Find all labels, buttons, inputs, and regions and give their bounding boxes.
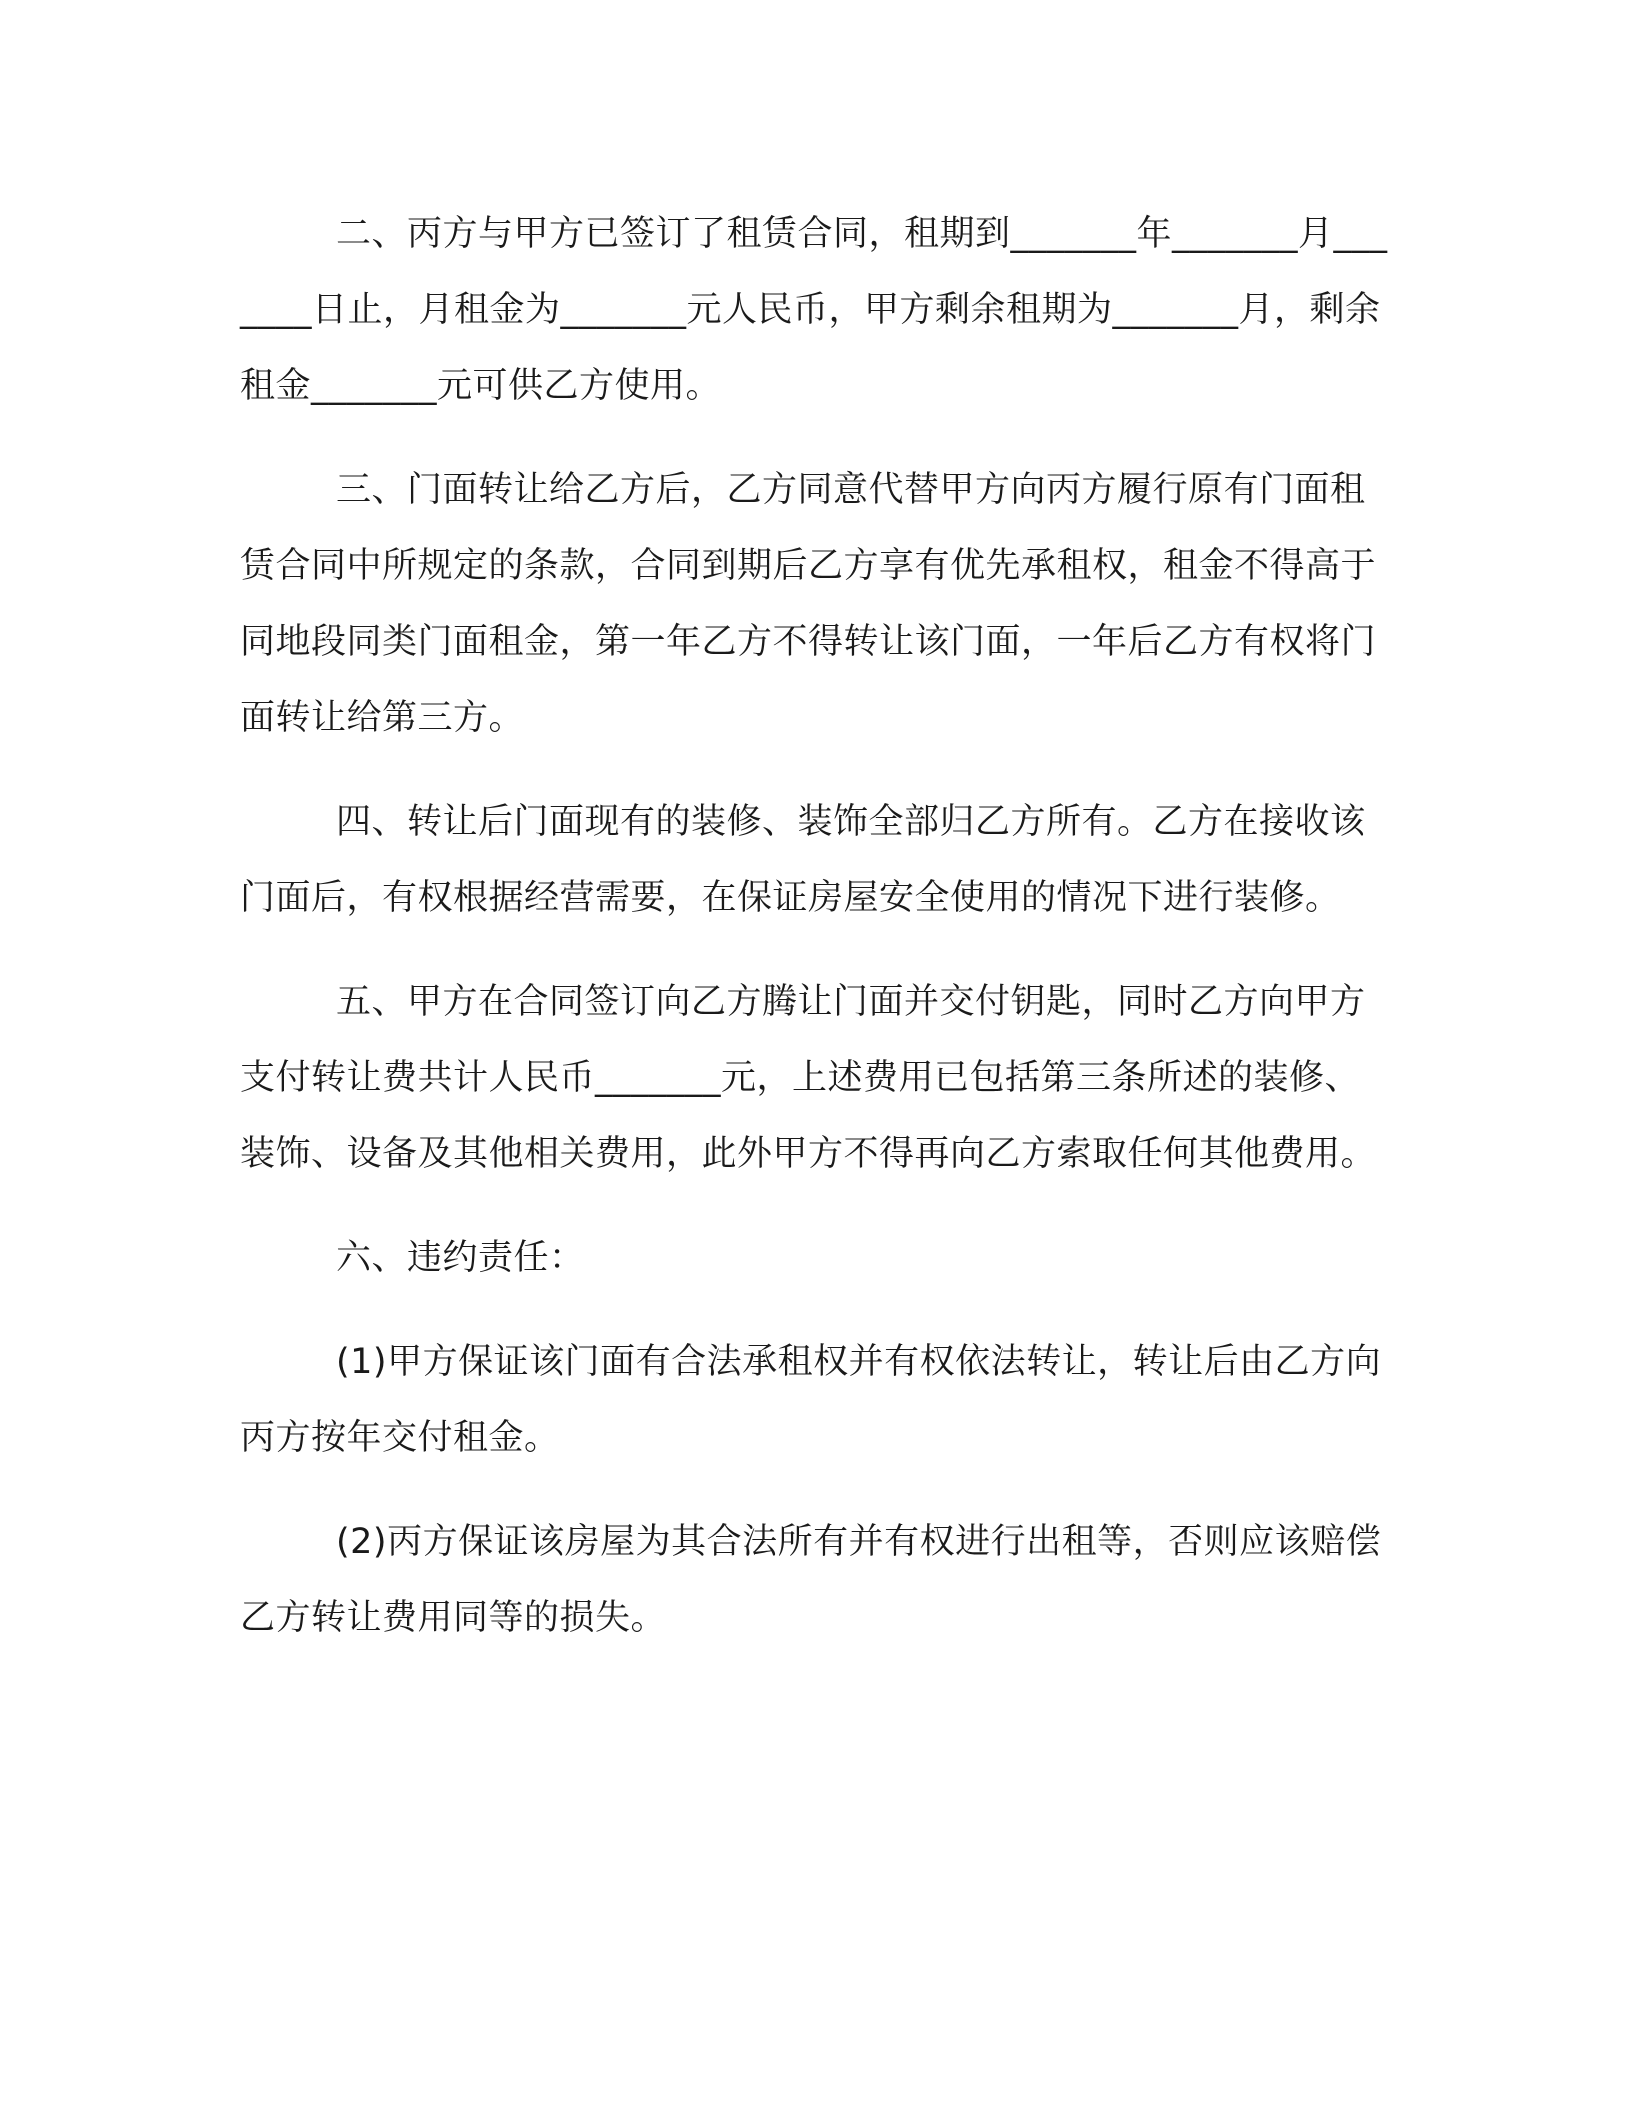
clause-6-heading: 六、违约责任： [336, 1238, 585, 1278]
clause-2-paragraph: 二、丙方与甲方已签订了租赁合同，租期到_______年_______月_______日止，月租金为_______元人民币，甲方剩余租期为_______月，剩余租金_______元可供乙方使用。 [240, 214, 1388, 406]
clause-3-paragraph: 三、门面转让给乙方后，乙方同意代替甲方向丙方履行原有门面租赁合同中所规定的条款，合同到期后乙方享有优先承租权，租金不得高于同地段同类门面租金，第一年乙方不得转让该门面，一年后乙方有权将门面转让给第三方。 [240, 470, 1377, 738]
clause-6-item-1: (1)甲方保证该门面有合法承租权并有权依法转让，转让后由乙方向丙方按年交付租金。 [240, 1342, 1382, 1458]
clause-5-paragraph: 五、甲方在合同签订向乙方腾让门面并交付钥匙，同时乙方向甲方支付转让费共计人民币_______元，上述费用已包括第三条所述的装修、装饰、设备及其他相关费用，此外甲方不得再向乙方索取任何其他费用。 [240, 982, 1377, 1174]
document-body [240, 196, 1395, 1684]
clause-4-paragraph: 四、转让后门面现有的装修、装饰全部归乙方所有。乙方在接收该门面后，有权根据经营需要，在保证房屋安全使用的情况下进行装修。 [240, 802, 1366, 918]
clause-6-item-2: (2)丙方保证该房屋为其合法所有并有权进行出租等，否则应该赔偿乙方转让费用同等的损失。 [240, 1522, 1382, 1638]
